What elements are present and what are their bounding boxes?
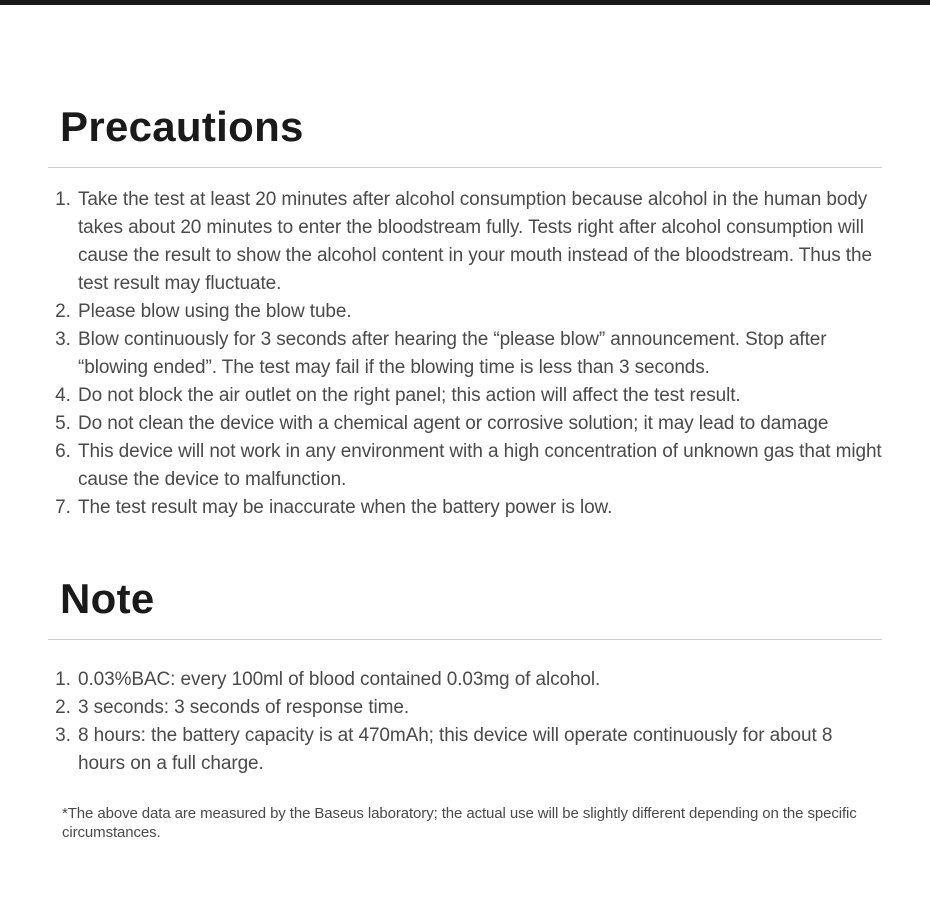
note-title: Note [60, 575, 155, 622]
precautions-title: Precautions [60, 103, 304, 150]
precaution-item: 5. Do not clean the device with a chemical agent or corrosive solution; it may lead to damage [76, 410, 882, 438]
note-item: 2. 3 seconds: 3 seconds of response time. [76, 694, 882, 722]
precaution-item: 1. Take the test at least 20 minutes after alcohol consumption because alcohol in the human body takes about 20 minutes to enter the bloodstream fully. Tests right after alcohol consumption will cause the result to show the alcohol content in your mouth instead of the bloodstream. Thus the test result may fluctuate. [76, 186, 882, 298]
note-divider [48, 639, 882, 640]
note-item: 1. 0.03%BAC: every 100ml of blood contained 0.03mg of alcohol. [76, 666, 882, 694]
precaution-item: 6. This device will not work in any environment with a high concentration of unknown gas that might cause the device to malfunction. [76, 438, 882, 494]
manual-page [0, 100, 930, 842]
precaution-item: 4. Do not block the air outlet on the right panel; this action will affect the test result. [76, 382, 882, 410]
precautions-divider [48, 167, 882, 168]
precaution-item: 7. The test result may be inaccurate when the battery power is low. [76, 494, 882, 522]
note-list [48, 666, 882, 778]
precaution-item: 3. Blow continuously for 3 seconds after hearing the “please blow” announcement. Stop after “blowing ended”. The test may fail if the blowing time is less than 3 seconds. [76, 326, 882, 382]
note-section [48, 572, 882, 842]
note-item: 3. 8 hours: the battery capacity is at 470mAh; this device will operate continuously for about 8 hours on a full charge. [76, 722, 882, 778]
footnote: *The above data are measured by the Baseus laboratory; the actual use will be slightly different depending on the specific circumstances. [62, 805, 857, 841]
precautions-section [48, 100, 882, 522]
precaution-item: 2. Please blow using the blow tube. [76, 298, 882, 326]
precautions-list [48, 186, 882, 522]
top-accent-bar [0, 0, 930, 5]
